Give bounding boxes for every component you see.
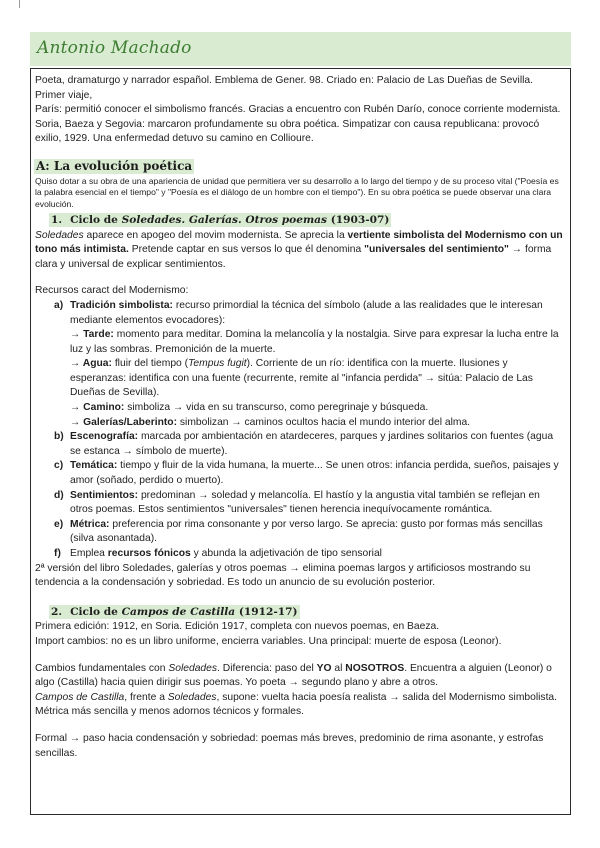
recursos-list [35,299,563,562]
list-item: c ) Temática: tiempo y fluir de la vida humana, la muerte... Se unen otros: infancia perdida, sueños, paisajes y amor (soñado, perdido o muerto). [35,459,563,488]
cycle1-heading-row [35,213,563,229]
cycle1-heading: 1. Ciclo de Soledades. Galerías. Otros poemas (1903-07) [51,213,390,226]
intro-line: Poeta, dramaturgo y narrador español. Emblema de Gener. 98. Criado en: Palacio de Las Dueñas de Sevilla. Primer viaje, [35,75,533,101]
intro-line: Soria, Baeza y Segovia: marcaron profundamente su obra poética. Simpatizar con causa republicana: provocó exilio, 1929. Una enfermedad detuvo su camino en Collioure. [35,118,540,145]
section-a-heading: A: La evolución poética [36,158,193,173]
list-item: b ) Escenografía: marcada por ambientación en atardeceres, parques y jardines solitarios con fuentes (agua se estanca → símbolo de muerte). [35,430,563,459]
recursos-intro: Recursos caract del Modernismo: [35,285,189,297]
cycle1-paragraph: Soledades aparece en apogeo del movim modernista. Se aprecia la vertiente simbolista del Modernismo con un tono más intimista. Pretende captar en sus versos lo que él denomina "universales del sentimiento" → forma clara y universal de explicar sentimientos. [35,229,563,270]
cycle2-paragraph: Campos de Castilla, frente a Soledades, supone: vuelta hacia poesía realista → salida del Modernismo simbolista. Métrica más sencilla y menos adornos técnicos y formales. [35,691,558,718]
cycle2-paragraph: Formal → paso hacia condensación y sobriedad: poemas más breves, predominio de rima asonante, y estrofas sencillas. [35,732,544,759]
cycle2-paragraph: Cambios fundamentales con Soledades. Diferencia: paso del YO al NOSOTROS. Encuentra a alguien (Leonor) o algo (Castilla) hacia quien dirigir sus poemas. Yo poeta → segundo plano y abre a otros. [35,662,552,689]
cycle2-paragraph: Primera edición: 1912, en Soria. Edición 1917, completa con nuevos poemas, en Baeza. [35,621,440,633]
cycle1-closing: 2ª versión del libro Soledades, galerías y otros poemas → elimina poemas largos y artificiosos mostrando su tendencia a la condensación y sobriedad. Es todo un anuncio de su evolución posterior. [35,562,531,589]
cycle2-heading: 2. Ciclo de Campos de Castilla (1912-17) [51,605,298,618]
list-item: e ) Métrica: preferencia por rima consonante y por verso largo. Se aprecia: gusto por formas más sencillas (silva asonantada). [35,518,563,547]
list-item: d ) Sentimientos: predominan → soledad y melancolía. El hastío y la angustia vital también se reflejan en otros poemas. Estos sentimientos "universales" tienen herencia inequívocamente romántica. [35,489,563,518]
list-item: a ) Tradición simbolista: recurso primordial la técnica del símbolo (alude a las realidades que le interesan mediante elementos evocadores): → Tarde: momento para meditar. Domina la melancolía y la nostalgia. Sirve para expresar la lucha entre la luz y las sombras. Premonición de la muerte. → Agua: fluir del tiempo (Tempus fugit). Corriente de un río: identifica con la muerte. Ilusiones y esperanzas: identifica con una fuente (recurrente, remite al "infancia perdida" → sitúa: Palacio de Las Dueñas de Sevilla). → Camino: simboliza → vida en su transcurso, como peregrinaje y búsqueda. → Galerías/Laberinto: simbolizan → caminos ocultos hacia el mundo interior del alma. [35,299,563,430]
cycle2-paragraph: Import cambios: no es un libro uniforme, encierra variables. Una principal: muerte de esposa (Leonor). [35,635,502,647]
intro-line: París: permitió conocer el simbolismo francés. Gracias a encuentro con Rubén Darío, conoce corriente modernista. [35,104,561,116]
main-content [35,74,563,761]
page-title: Antonio Machado [37,38,192,58]
section-a-description: Quiso dotar a su obra de una apariencia de unidad que permitiera ver su desarrollo a lo largo del tiempo y de su proceso vital ("Poesía es la palabra esencial en el tiempo" y "Poesía es el diálogo de un hombre con el tiempo"). En su obra poética se puede observar una clara evolución. [35,175,559,210]
page-edge-mark [19,0,20,8]
title-banner [30,32,571,66]
section-a-heading-row [35,159,563,176]
cycle2-heading-row [35,605,563,621]
list-item: f ) Emplea recursos fónicos y abunda la adjetivación de tipo sensorial [35,547,563,562]
